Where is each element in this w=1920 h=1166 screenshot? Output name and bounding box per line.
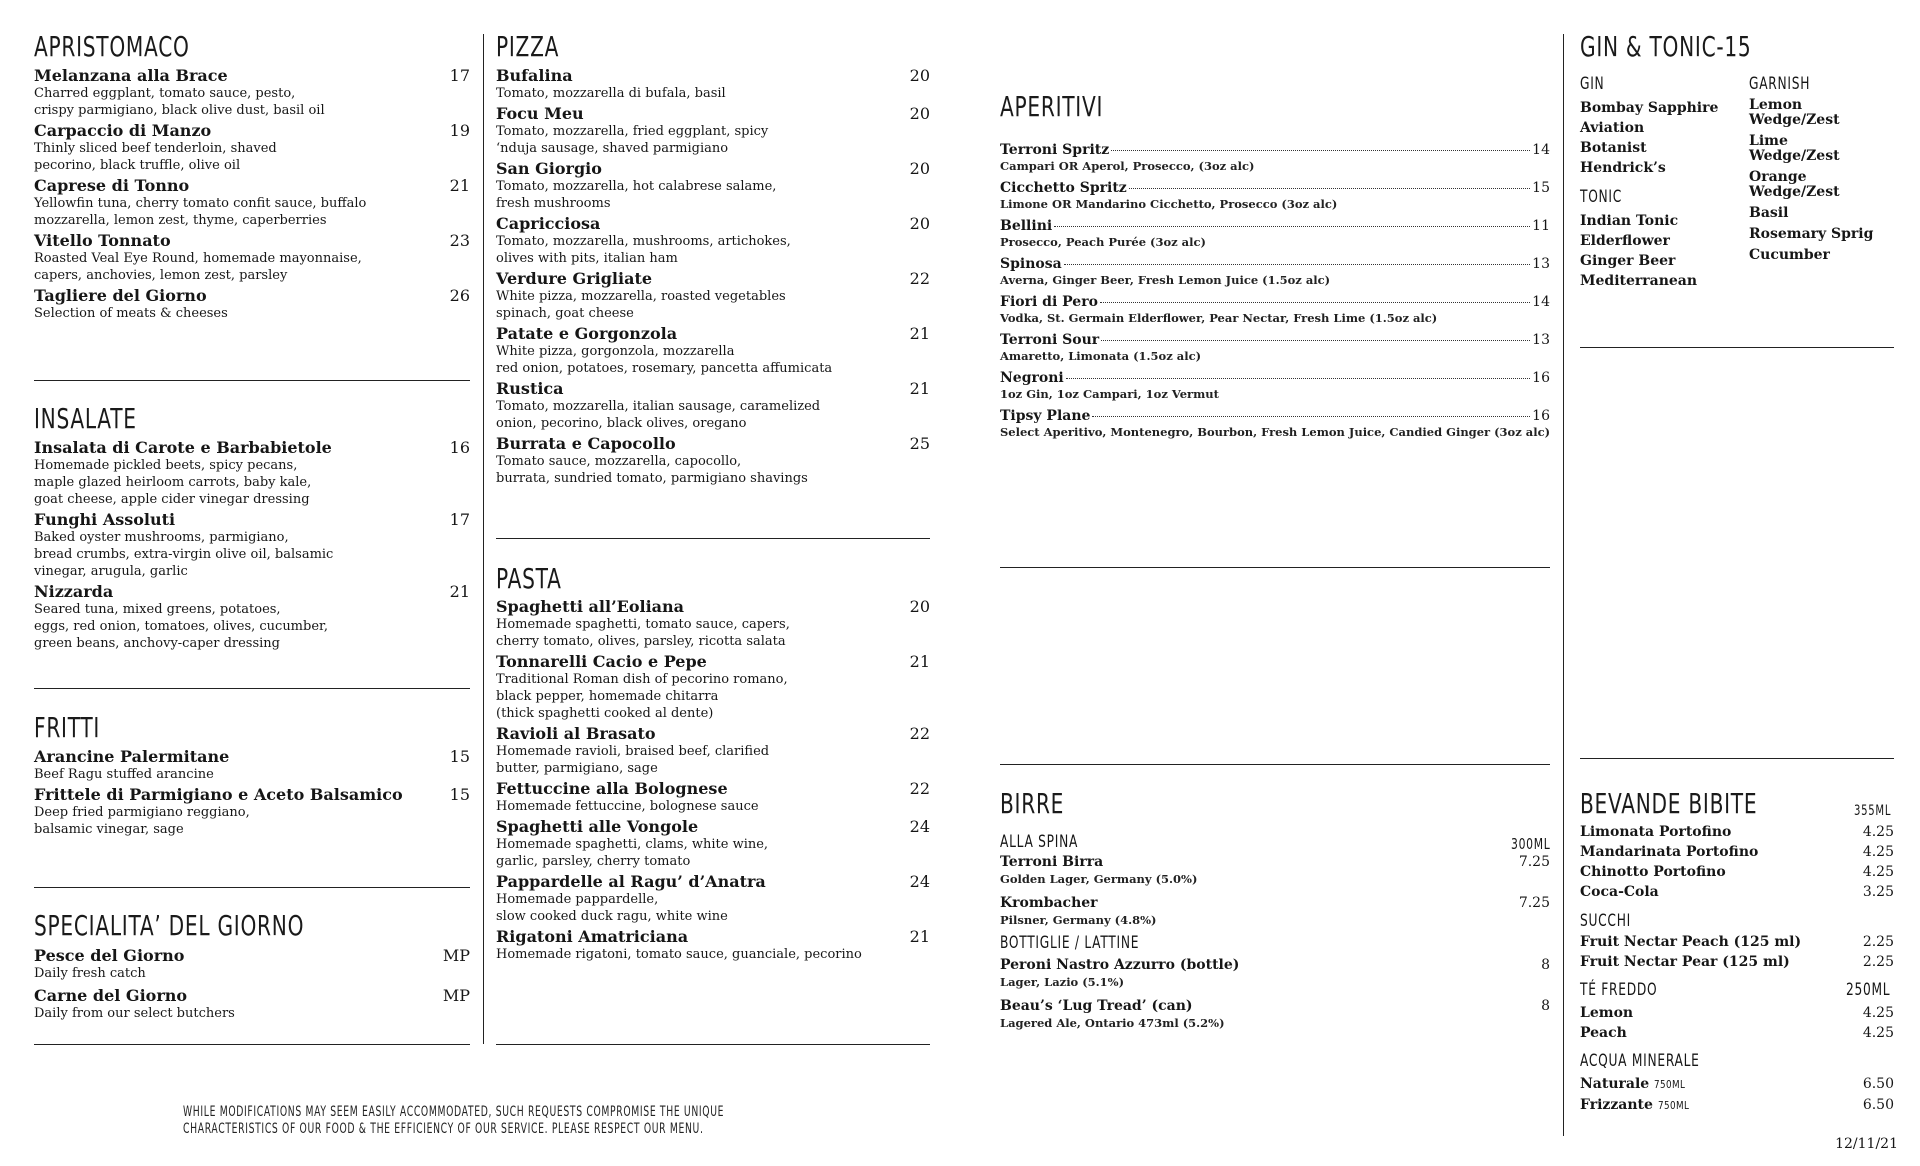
item-price: 21 — [909, 324, 930, 343]
item-name: Focu Meu — [496, 104, 584, 123]
beverage-price: 4.25 — [1862, 1005, 1894, 1021]
te-header — [1580, 980, 1894, 1000]
list-garnish — [1749, 98, 1873, 269]
menu-item — [496, 269, 930, 322]
drink-description: Campari OR Aperol, Prosecco, (3oz alc) — [1000, 159, 1255, 173]
dot-leader — [1066, 378, 1530, 379]
drink-price: 13 — [1532, 332, 1550, 348]
item-description: Selection of meats & cheeses — [34, 306, 228, 321]
beer-name: Peroni Nastro Azzurro (bottle) — [1000, 957, 1240, 973]
item-name: Tonnarelli Cacio e Pepe — [496, 652, 707, 671]
list-pizza — [496, 66, 930, 489]
drink-item — [1000, 180, 1550, 211]
subheading-gin: GIN — [1580, 74, 1605, 94]
drink-row — [1000, 370, 1550, 387]
beer-item — [1000, 893, 1550, 927]
drink-item — [1000, 370, 1550, 401]
item-description: Seared tuna, mixed greens, potatoes, eggs, red onion, tomatoes, olives, cucumber, green beans, anchovy-caper dressing — [34, 602, 328, 651]
item-price: 16 — [449, 438, 470, 457]
item-name: Pesce del Giorno — [34, 946, 185, 965]
drink-item — [1000, 294, 1550, 325]
drink-item — [1000, 142, 1550, 173]
beer-name: Terroni Birra — [1000, 854, 1104, 870]
subheading-succhi: SUCCHI — [1580, 911, 1631, 931]
item-name: Fettuccine alla Bolognese — [496, 779, 728, 798]
column-divider — [483, 34, 484, 1044]
beverage-name: Peach — [1580, 1025, 1627, 1041]
menu-item — [496, 872, 930, 925]
item-name: Arancine Palermitane — [34, 747, 230, 766]
item-price: 24 — [909, 872, 930, 891]
drink-price: 16 — [1532, 408, 1550, 424]
menu-item — [496, 66, 930, 102]
menu-item — [496, 214, 930, 267]
item-description: Tomato sauce, mozzarella, capocollo, burrata, sundried tomato, parmigiano shavings — [496, 454, 808, 486]
drink-row — [1000, 142, 1550, 159]
beverage-name: Lemon — [1580, 1005, 1634, 1021]
item-name: Pappardelle al Ragu’ d’Anatra — [496, 872, 766, 891]
item-name: Ravioli al Brasato — [496, 724, 656, 743]
subheading-garnish: GARNISH — [1749, 74, 1811, 94]
menu-item — [496, 927, 930, 963]
item-description: Homemade spaghetti, tomato sauce, capers, cherry tomato, olives, parsley, ricotta salata — [496, 617, 790, 649]
bevande-header — [1580, 787, 1894, 821]
item-price: 21 — [909, 652, 930, 671]
dot-leader — [1092, 416, 1530, 417]
drink-description: 1oz Gin, 1oz Campari, 1oz Vermut — [1000, 387, 1219, 401]
menu-item — [34, 121, 470, 174]
item-description: Thinly sliced beef tenderloin, shaved pecorino, black truffle, olive oil — [34, 141, 277, 173]
birre-spina-header — [1000, 832, 1550, 852]
subheading-bottiglie: BOTTIGLIE / LATTINE — [1000, 933, 1140, 953]
dot-leader — [1129, 188, 1530, 189]
menu-item — [496, 434, 930, 487]
section-title-fritti: FRITTI — [34, 711, 101, 744]
menu-item — [34, 66, 470, 119]
list-apristomaco — [34, 66, 470, 324]
list-birre-spina — [1000, 852, 1550, 934]
water-size: 750ML — [1657, 1099, 1690, 1112]
beer-price: 7.25 — [1518, 854, 1550, 870]
size-label: 300ML — [1511, 835, 1551, 853]
beverage-price: 2.25 — [1862, 934, 1894, 950]
drink-price: 16 — [1532, 370, 1550, 386]
menu-item — [34, 785, 470, 838]
beverage-name: Limonata Portofino — [1580, 824, 1732, 840]
item-description: Homemade pickled beets, spicy pecans, maple glazed heirloom carrots, baby kale, goat cheese, apple cider vinegar dressing — [34, 458, 312, 507]
section-title-pizza: PIZZA — [496, 30, 560, 63]
beverage-row — [1580, 842, 1894, 862]
item-description: Daily from our select butchers — [34, 1006, 235, 1021]
item-name: Patate e Gorgonzola — [496, 324, 678, 343]
item-name: Carpaccio di Manzo — [34, 121, 212, 140]
beverage-price: 4.25 — [1862, 1025, 1894, 1041]
beer-name: Beau’s ‘Lug Tread’ (can) — [1000, 998, 1193, 1014]
item-name: Burrata e Capocollo — [496, 434, 676, 453]
drink-description: Vodka, St. Germain Elderflower, Pear Nectar, Fresh Lime (1.5oz alc) — [1000, 311, 1438, 325]
list-item: Ginger Beer — [1580, 253, 1676, 269]
beer-price: 8 — [1541, 998, 1550, 1014]
item-name: Caprese di Tonno — [34, 176, 190, 195]
drink-row — [1000, 180, 1550, 197]
list-item: Bombay Sapphire — [1580, 100, 1719, 116]
item-price: 21 — [449, 176, 470, 195]
menu-item — [34, 176, 470, 229]
beverage-name: Coca-Cola — [1580, 884, 1659, 900]
section-title-birre: BIRRE — [1000, 787, 1065, 820]
list-aperitivi — [1000, 142, 1550, 446]
subheading-acqua: ACQUA MINERALE — [1580, 1051, 1700, 1071]
item-description: Tomato, mozzarella di bufala, basil — [496, 86, 726, 101]
item-name: Frittele di Parmigiano e Aceto Balsamico — [34, 785, 403, 804]
drink-name: Bellini — [1000, 218, 1053, 234]
beverage-price: 4.25 — [1862, 844, 1894, 860]
beverage-name: Fruit Nectar Pear (125 ml) — [1580, 954, 1790, 970]
item-name: Rustica — [496, 379, 564, 398]
item-description: Homemade ravioli, braised beef, clarified butter, parmigiano, sage — [496, 744, 770, 776]
water-price: 6.50 — [1862, 1097, 1894, 1113]
divider — [1000, 567, 1550, 568]
column-divider — [1563, 34, 1564, 1136]
subheading-te-freddo: TÉ FREDDO — [1580, 980, 1658, 1000]
list-item: Mediterranean — [1580, 273, 1698, 289]
water-row — [1580, 1095, 1894, 1116]
dot-leader — [1054, 226, 1530, 227]
item-price: 25 — [909, 434, 930, 453]
drink-price: 15 — [1532, 180, 1550, 196]
item-description: Tomato, mozzarella, italian sausage, caramelized onion, pecorino, black olives, oregano — [496, 399, 821, 431]
item-description: White pizza, gorgonzola, mozzarella red onion, potatoes, rosemary, pancetta affumicata — [496, 344, 833, 376]
beverage-row — [1580, 822, 1894, 842]
menu-footnote: WHILE MODIFICATIONS MAY SEEM EASILY ACCOMMODATED, SUCH REQUESTS COMPROMISE THE UNIQUE CHARACTERISTICS OF OUR FOOD & THE EFFICIENCY OF OUR SERVICE. PLEASE RESPECT OUR MENU. — [183, 1104, 725, 1137]
item-name: Insalata di Carote e Barbabietole — [34, 438, 332, 457]
water-name-wrap — [1580, 1076, 1693, 1092]
garnish-item: Lemon Wedge/Zest — [1749, 97, 1840, 128]
beverage-name: Fruit Nectar Peach (125 ml) — [1580, 934, 1802, 950]
beverage-price: 4.25 — [1862, 824, 1894, 840]
divider — [1580, 758, 1894, 759]
menu-item — [34, 946, 470, 982]
list-item: Indian Tonic — [1580, 213, 1679, 229]
list-item: Hendrick’s — [1580, 160, 1666, 176]
item-description: Tomato, mozzarella, hot calabrese salame, fresh mushrooms — [496, 179, 777, 211]
drink-description: Averna, Ginger Beer, Fresh Lemon Juice (1.5oz alc) — [1000, 273, 1331, 287]
menu-item — [34, 286, 470, 322]
drink-price: 14 — [1532, 142, 1550, 158]
menu-date: 12/11/21 — [1835, 1136, 1898, 1152]
beverage-row — [1580, 952, 1894, 972]
drink-row — [1000, 256, 1550, 273]
drink-row — [1000, 408, 1550, 425]
beverage-name: Mandarinata Portofino — [1580, 844, 1759, 860]
item-description: Tomato, mozzarella, mushrooms, artichokes, olives with pits, italian ham — [496, 234, 791, 266]
section-title-apristomaco: APRISTOMACO — [34, 30, 190, 63]
section-title-bevande: BEVANDE BIBITE — [1580, 787, 1758, 820]
divider — [34, 887, 470, 888]
beer-price: 7.25 — [1518, 895, 1550, 911]
drink-row — [1000, 218, 1550, 235]
item-description: Roasted Veal Eye Round, homemade mayonnaise, capers, anchovies, lemon zest, parsley — [34, 251, 362, 283]
item-name: Funghi Assoluti — [34, 510, 176, 529]
beer-name: Krombacher — [1000, 895, 1098, 911]
section-title-pasta: PASTA — [496, 562, 562, 595]
item-price: 21 — [449, 582, 470, 601]
divider — [496, 1044, 930, 1045]
garnish-item: Orange Wedge/Zest — [1749, 169, 1840, 200]
item-price: 20 — [909, 66, 930, 85]
menu-item — [34, 747, 470, 783]
subheading-alla-spina: ALLA SPINA — [1000, 832, 1079, 852]
list-succhi — [1580, 932, 1894, 972]
drink-price: 13 — [1532, 256, 1550, 272]
beverage-price: 3.25 — [1862, 884, 1894, 900]
item-name: Nizzarda — [34, 582, 114, 601]
beer-description: Pilsner, Germany (4.8%) — [1000, 913, 1157, 927]
section-title-aperitivi: APERITIVI — [1000, 90, 1104, 123]
item-description: Homemade pappardelle, slow cooked duck ragu, white wine — [496, 892, 728, 924]
item-name: Tagliere del Giorno — [34, 286, 207, 305]
menu-item — [496, 379, 930, 432]
menu-item — [496, 779, 930, 815]
item-name: Capricciosa — [496, 214, 601, 233]
drink-price: 14 — [1532, 294, 1550, 310]
section-title-specialita: SPECIALITA’ DEL GIORNO — [34, 909, 305, 942]
size-label: 250ML — [1846, 980, 1891, 1000]
menu-item — [496, 724, 930, 777]
beer-item — [1000, 996, 1550, 1030]
section-title-insalate: INSALATE — [34, 402, 137, 435]
item-price: 21 — [909, 927, 930, 946]
item-price: 20 — [909, 104, 930, 123]
water-price: 6.50 — [1862, 1076, 1894, 1092]
item-price: MP — [442, 946, 470, 965]
menu-item — [496, 104, 930, 157]
item-description: Yellowfin tuna, cherry tomato confit sauce, buffalo mozzarella, lemon zest, thyme, caperberries — [34, 196, 367, 228]
menu-item — [34, 582, 470, 652]
list-te — [1580, 1003, 1894, 1043]
item-name: San Giorgio — [496, 159, 602, 178]
item-price: 15 — [449, 747, 470, 766]
item-price: 20 — [909, 214, 930, 233]
menu-item — [34, 438, 470, 508]
list-item: Elderflower — [1580, 233, 1670, 249]
item-description: Traditional Roman dish of pecorino romano, black pepper, homemade chitarra (thick spaghetti cooked al dente) — [496, 672, 788, 721]
item-description: White pizza, mozzarella, roasted vegetables spinach, goat cheese — [496, 289, 786, 321]
item-price: 23 — [449, 231, 470, 250]
menu-item — [34, 986, 470, 1022]
item-price: 17 — [449, 510, 470, 529]
drink-row — [1000, 294, 1550, 311]
subheading-tonic: TONIC — [1580, 187, 1623, 207]
dot-leader — [1064, 264, 1530, 265]
beverage-row — [1580, 862, 1894, 882]
drink-item — [1000, 218, 1550, 249]
item-description: Homemade rigatoni, tomato sauce, guanciale, pecorino — [496, 947, 862, 962]
divider — [34, 380, 470, 381]
list-pasta — [496, 597, 930, 965]
menu-item — [34, 231, 470, 284]
list-item: Aviation — [1580, 120, 1645, 136]
menu-item — [34, 510, 470, 580]
list-gin — [1580, 98, 1718, 178]
item-name: Verdure Grigliate — [496, 269, 653, 288]
beer-description: Lager, Lazio (5.1%) — [1000, 975, 1125, 989]
item-name: Rigatoni Amatriciana — [496, 927, 689, 946]
item-price: 20 — [909, 597, 930, 616]
drink-description: Select Aperitivo, Montenegro, Bourbon, Fresh Lemon Juice, Candied Ginger (3oz alc) — [1000, 425, 1551, 439]
beverage-row — [1580, 1003, 1894, 1023]
water-name: Frizzante — [1580, 1097, 1653, 1113]
dot-leader — [1101, 340, 1530, 341]
item-description: Deep fried parmigiano reggiano, balsamic vinegar, sage — [34, 805, 250, 837]
beer-item — [1000, 955, 1550, 989]
drink-name: Fiori di Pero — [1000, 294, 1098, 310]
item-description: Daily fresh catch — [34, 966, 146, 981]
divider — [496, 538, 930, 539]
item-name: Vitello Tonnato — [34, 231, 171, 250]
menu-item — [496, 159, 930, 212]
item-price: 22 — [909, 269, 930, 288]
beer-description: Golden Lager, Germany (5.0%) — [1000, 872, 1198, 886]
garnish-item: Basil — [1749, 205, 1789, 221]
drink-name: Tipsy Plane — [1000, 408, 1091, 424]
item-price: 19 — [449, 121, 470, 140]
beer-row — [1000, 893, 1550, 913]
list-acqua — [1580, 1074, 1894, 1116]
drink-item — [1000, 256, 1550, 287]
divider — [34, 688, 470, 689]
list-fritti — [34, 747, 470, 840]
item-price: 22 — [909, 779, 930, 798]
drink-name: Negroni — [1000, 370, 1064, 386]
beverage-row — [1580, 882, 1894, 902]
menu-item — [496, 597, 930, 650]
list-specialita — [34, 946, 470, 1026]
beverage-price: 2.25 — [1862, 954, 1894, 970]
drink-description: Amaretto, Limonata (1.5oz alc) — [1000, 349, 1202, 363]
item-name: Bufalina — [496, 66, 573, 85]
item-description: Homemade spaghetti, clams, white wine, garlic, parsley, cherry tomato — [496, 837, 769, 869]
item-description: Beef Ragu stuffed arancine — [34, 767, 214, 782]
drink-item — [1000, 408, 1550, 439]
beverage-row — [1580, 1023, 1894, 1043]
item-name: Carne del Giorno — [34, 986, 188, 1005]
size-label: 355ML — [1854, 803, 1892, 819]
item-price: 17 — [449, 66, 470, 85]
beer-row — [1000, 996, 1550, 1016]
item-description: Charred eggplant, tomato sauce, pesto, crispy parmigiano, black olive dust, basil oil — [34, 86, 325, 118]
beer-description: Lagered Ale, Ontario 473ml (5.2%) — [1000, 1016, 1225, 1030]
beverage-price: 4.25 — [1862, 864, 1894, 880]
water-row — [1580, 1074, 1894, 1095]
garnish-item: Lime Wedge/Zest — [1749, 133, 1840, 164]
item-description: Tomato, mozzarella, fried eggplant, spicy ‘nduja sausage, shaved parmigiano — [496, 124, 769, 156]
item-price: 15 — [449, 785, 470, 804]
list-bevande — [1580, 822, 1894, 902]
menu-item — [496, 324, 930, 377]
divider — [1580, 347, 1894, 348]
item-price: 26 — [449, 286, 470, 305]
beer-row — [1000, 955, 1550, 975]
item-price: 24 — [909, 817, 930, 836]
item-name: Spaghetti all’Eoliana — [496, 597, 685, 616]
beer-item — [1000, 852, 1550, 886]
item-name: Spaghetti alle Vongole — [496, 817, 699, 836]
water-size: 750ML — [1654, 1078, 1686, 1091]
item-price: 22 — [909, 724, 930, 743]
section-title-gin-tonic: GIN & TONIC-15 — [1580, 30, 1752, 63]
item-price: 20 — [909, 159, 930, 178]
menu-item — [496, 652, 930, 722]
garnish-item: Rosemary Sprig — [1749, 226, 1874, 242]
drink-name: Terroni Sour — [1000, 332, 1100, 348]
drink-name: Cicchetto Spritz — [1000, 180, 1127, 196]
list-item: Botanist — [1580, 140, 1647, 156]
item-price: 21 — [909, 379, 930, 398]
list-tonic — [1580, 211, 1697, 291]
beer-row — [1000, 852, 1550, 872]
drink-name: Spinosa — [1000, 256, 1062, 272]
drink-item — [1000, 332, 1550, 363]
garnish-item: Cucumber — [1749, 247, 1830, 263]
drink-price: 11 — [1532, 218, 1550, 234]
drink-name: Terroni Spritz — [1000, 142, 1110, 158]
item-description: Homemade fettuccine, bolognese sauce — [496, 799, 759, 814]
list-birre-bottiglie — [1000, 955, 1550, 1037]
water-name-wrap — [1580, 1097, 1697, 1113]
drink-row — [1000, 332, 1550, 349]
drink-description: Limone OR Mandarino Cicchetto, Prosecco (3oz alc) — [1000, 197, 1338, 211]
water-name: Naturale — [1580, 1076, 1650, 1092]
dot-leader — [1111, 150, 1530, 151]
item-name: Melanzana alla Brace — [34, 66, 228, 85]
divider — [34, 1044, 470, 1045]
beverage-row — [1580, 932, 1894, 952]
beverage-name: Chinotto Portofino — [1580, 864, 1726, 880]
list-insalate — [34, 438, 470, 654]
dot-leader — [1100, 302, 1530, 303]
item-price: MP — [442, 986, 470, 1005]
divider — [1000, 764, 1550, 765]
item-description: Baked oyster mushrooms, parmigiano, bread crumbs, extra-virgin olive oil, balsamic vinegar, arugula, garlic — [34, 530, 334, 579]
beer-price: 8 — [1541, 957, 1550, 973]
menu-item — [496, 817, 930, 870]
drink-description: Prosecco, Peach Purée (3oz alc) — [1000, 235, 1206, 249]
